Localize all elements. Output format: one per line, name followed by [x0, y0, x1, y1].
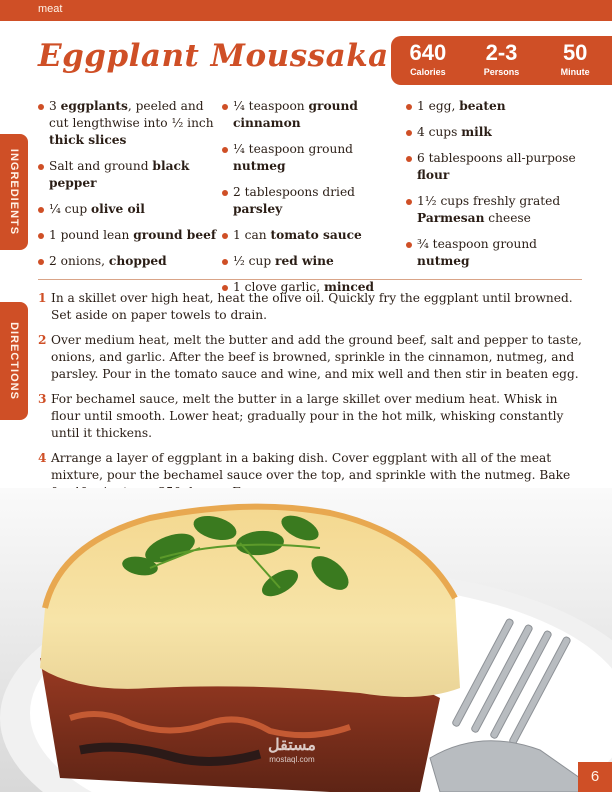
step-number: 3 — [38, 392, 47, 406]
ingredient-name: flour — [417, 168, 450, 182]
stat-calories — [391, 36, 465, 85]
ingredient-name: parsley — [233, 202, 283, 216]
ingredient-text: ¼ teaspoon ground — [233, 142, 353, 156]
step-number: 2 — [38, 333, 47, 347]
ingredient-text: ½ cup — [233, 254, 276, 268]
ingredient-name: thick slices — [49, 133, 127, 147]
ingredient-name: ground cinnamon — [233, 99, 358, 130]
step-text: In a skillet over high heat, heat the olive oil. Quickly fry the eggplant until browned. Set aside on paper towels to drain. — [51, 291, 573, 322]
ingredient-text: 1 egg, — [417, 99, 460, 113]
stats-box — [391, 36, 612, 85]
watermark-site: mostaql.com — [269, 755, 315, 764]
ingredients-column-2 — [222, 98, 404, 305]
ingredient-text: 1½ cups freshly grated — [417, 194, 561, 208]
ingredient-text: ¼ teaspoon — [233, 99, 309, 113]
ingredient-name: ground beef — [133, 228, 217, 242]
stat-value: 50 — [562, 40, 588, 65]
ingredients-tab-label: INGREDIENTS — [8, 148, 20, 236]
section-label: meat — [38, 3, 63, 15]
ingredient-name: chopped — [108, 254, 167, 268]
ingredients-column-1 — [38, 98, 218, 279]
stat-persons — [465, 36, 539, 85]
ingredient-item — [38, 158, 218, 192]
ingredient-item — [222, 98, 404, 132]
stat-value: 2-3 — [485, 40, 518, 65]
ingredient-text: 3 — [49, 99, 61, 113]
ingredient-name: red wine — [275, 254, 334, 268]
stat-label: Calories — [410, 67, 446, 77]
step-text: Arrange a layer of eggplant in a baking dish. Cover eggplant with all of the meat mixture, pour the bechamel sauce over the top, and sprinkle with the nutmeg. Bake — [51, 451, 571, 482]
ingredient-item — [222, 253, 404, 270]
ingredient-item — [38, 227, 218, 244]
ingredient-name: black pepper — [49, 159, 190, 190]
ingredients-tab — [0, 134, 28, 250]
top-bar — [0, 0, 612, 21]
ingredient-item — [38, 98, 218, 149]
ingredient-item — [222, 141, 404, 175]
ingredient-item — [222, 184, 404, 218]
directions-tab — [0, 302, 28, 420]
ingredient-text: 1 clove garlic, — [233, 280, 324, 294]
directions-list — [38, 290, 590, 509]
ingredient-text: Salt and ground — [49, 159, 153, 173]
ingredient-item — [406, 193, 588, 227]
directions-tab-label: DIRECTIONS — [8, 322, 20, 400]
ingredient-item — [38, 253, 218, 270]
ingredient-item — [222, 227, 404, 244]
ingredient-item — [38, 201, 218, 218]
ingredient-name: Parmesan — [417, 211, 485, 225]
section-divider — [38, 279, 582, 280]
ingredient-text: 2 tablespoons dried — [233, 185, 355, 199]
ingredients-column-3 — [406, 98, 588, 279]
direction-step — [38, 332, 590, 383]
ingredient-text: ¼ cup — [49, 202, 92, 216]
ingredient-item — [406, 236, 588, 270]
step-number: 1 — [38, 291, 47, 305]
ingredient-text: ¾ teaspoon ground — [417, 237, 537, 251]
step-text: For bechamel sauce, melt the butter in a large skillet over medium heat. Whisk in flour until smooth. Lower heat; gradually pour in the hot milk, whisking constantly until it thickens. — [51, 392, 564, 440]
ingredient-text: 1 pound lean — [49, 228, 134, 242]
ingredient-name: nutmeg — [233, 159, 286, 173]
direction-step — [38, 391, 590, 442]
direction-step — [38, 290, 590, 324]
ingredient-item — [406, 124, 588, 141]
ingredient-text: 1 can — [233, 228, 271, 242]
ingredient-item — [406, 150, 588, 184]
stat-minutes — [538, 36, 612, 85]
stat-value: 640 — [409, 40, 447, 65]
page-number: 6 — [578, 762, 612, 792]
watermark-logo: مستقل — [268, 737, 316, 754]
ingredient-text: , peeled and cut lengthwise into ½ inch — [49, 99, 214, 130]
ingredient-name: olive oil — [91, 202, 145, 216]
ingredient-text: 6 tablespoons all-purpose — [417, 151, 576, 165]
stat-label: Persons — [483, 67, 520, 77]
ingredient-item — [406, 98, 588, 115]
ingredient-name: tomato sauce — [270, 228, 362, 242]
step-number: 4 — [38, 451, 47, 465]
ingredient-name: eggplants — [60, 99, 128, 113]
ingredient-name: minced — [323, 280, 375, 294]
ingredient-text: 4 cups — [417, 125, 462, 139]
stat-label: Minute — [560, 67, 590, 77]
ingredient-name: milk — [461, 125, 492, 139]
watermark — [268, 735, 316, 764]
ingredient-text: cheese — [484, 211, 531, 225]
step-text: Over medium heat, melt the butter and add the ground beef, salt and pepper to taste, onions, and garlic. After the beef is browned, sprinkle in the cinnamon, nutmeg, and parsley. Pour in the tomato sauce and wine, and mix well and then stir in beaten egg. — [51, 333, 582, 381]
ingredient-name: beaten — [459, 99, 506, 113]
ingredient-name: nutmeg — [417, 254, 470, 268]
recipe-title: Eggplant Moussaka — [38, 38, 389, 74]
ingredient-text: 2 onions, — [49, 254, 109, 268]
